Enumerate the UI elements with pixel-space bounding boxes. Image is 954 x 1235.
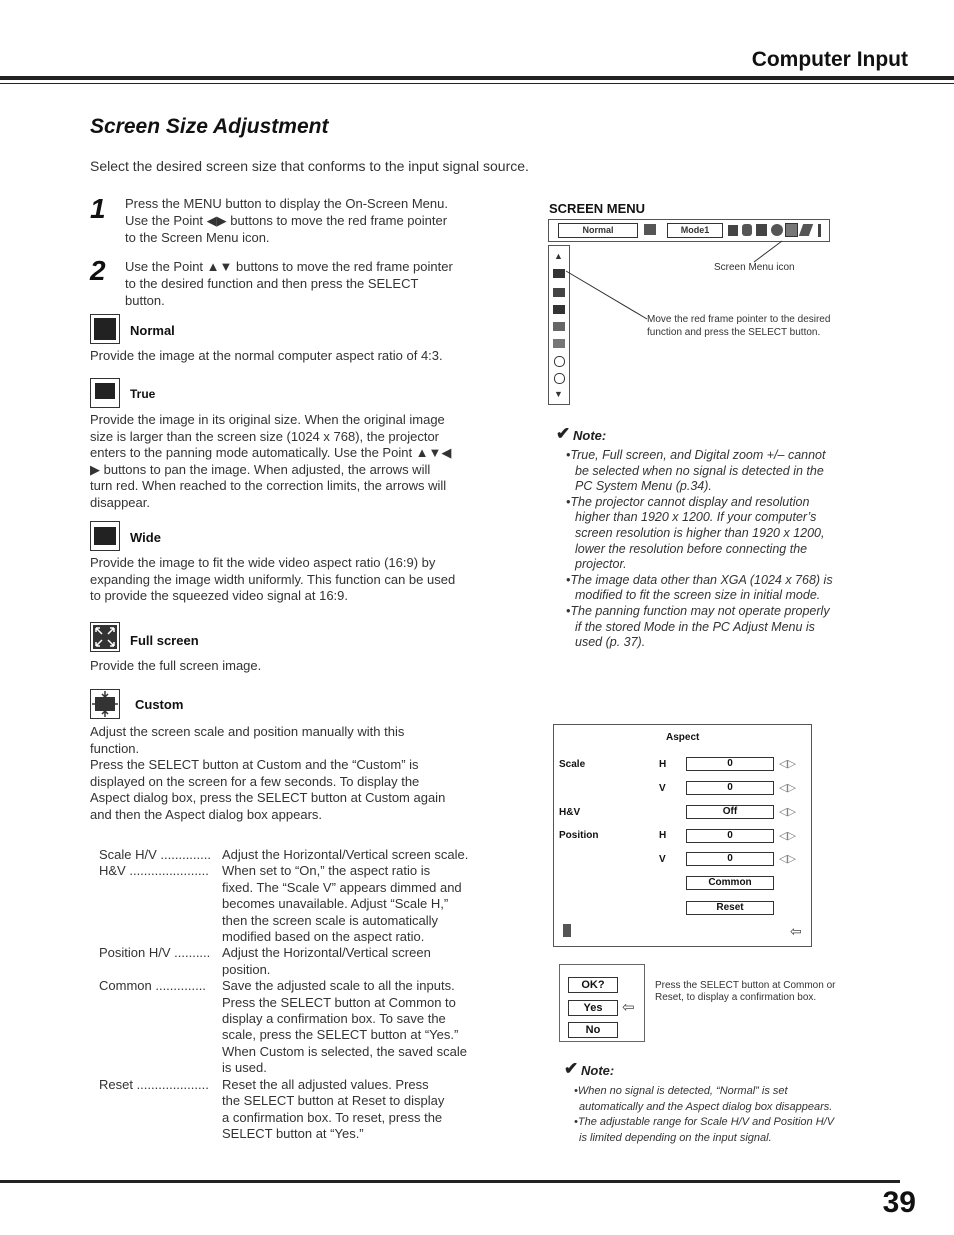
step-1-text [125, 195, 448, 246]
table-row [99, 945, 499, 978]
checkmark-icon: ✔ [564, 1059, 579, 1078]
desc-line: Reset the all adjusted values. Press [222, 1076, 429, 1092]
caption-line: Reset, to display a confirmation box. [655, 992, 817, 1003]
table-row [99, 978, 499, 1076]
note-line: •The projector cannot display and resolution [566, 494, 810, 509]
zoom-in-icon[interactable] [554, 356, 565, 367]
desc-line: SELECT button at “Yes.” [222, 1125, 364, 1141]
row-label-position: Position [559, 830, 599, 841]
exit-icon[interactable] [563, 924, 571, 937]
footer-rule [0, 1180, 900, 1183]
menu-field-mode: Mode1 [667, 223, 723, 238]
custom-options-table [99, 847, 499, 1142]
row-sub-scale-v: V [659, 783, 666, 794]
wide-icon [90, 521, 120, 551]
scale-v-field[interactable]: 0 [686, 781, 774, 795]
desc-line: to provide the squeezed video signal at 16:9. [90, 588, 349, 603]
table-term: Position H/V .......... [99, 945, 211, 961]
section-title: Computer Input [751, 48, 908, 71]
step-line: to the Screen Menu icon. [125, 230, 270, 245]
row-sub-scale-h: H [659, 759, 667, 770]
item-label-wide: Wide [130, 530, 161, 545]
true-icon [90, 378, 120, 408]
desc-line: position. [222, 961, 271, 977]
step-line: Use the Point ▲▼ buttons to move the red frame pointer [125, 259, 453, 274]
desc-line: Adjust the screen scale and position manually with this [90, 724, 405, 739]
note-line: be selected when no signal is detected in the [575, 463, 824, 478]
table-term: Reset .................... [99, 1076, 209, 1092]
note-line: automatically and the Aspect dialog box disappears. [579, 1100, 833, 1113]
note-line: •The panning function may not operate properly [566, 603, 830, 618]
desc-line: turn red. When reached to the correction limits, the arrows will [90, 478, 447, 493]
callout-line: Move the red frame pointer to the desired [647, 314, 831, 325]
scroll-down-icon[interactable]: ▼ [554, 389, 563, 399]
item-label-full-screen: Full screen [130, 633, 199, 648]
desc-line: scale, press the SELECT button at “Yes.” [222, 1027, 459, 1043]
page-title: Screen Size Adjustment [90, 115, 329, 138]
adjust-arrows-icon[interactable]: ◁▷ [779, 758, 796, 770]
back-arrow-icon[interactable]: ⇦ [790, 923, 802, 939]
item-desc-custom [90, 724, 445, 823]
menu-icon [818, 224, 821, 237]
hv-field[interactable]: Off [686, 805, 774, 819]
desc-line: disappear. [90, 494, 150, 510]
adjust-arrows-icon[interactable]: ◁▷ [779, 830, 796, 842]
note-line: is limited depending on the input signal. [579, 1131, 772, 1144]
note-line: projector. [575, 557, 627, 572]
scroll-up-icon[interactable]: ▲ [554, 251, 563, 261]
confirm-caption [655, 980, 835, 1004]
menu-field-normal: Normal [558, 223, 638, 238]
desc-line: display a confirmation box. To save the [222, 1011, 446, 1027]
row-sub-position-v: V [659, 854, 666, 865]
desc-line: enters to the panning mode automatically. Use the Point ▲▼◀ [90, 445, 452, 460]
step-line: Press the MENU button to display the On-Screen Menu. [125, 196, 448, 211]
note-line: lower the resolution before connecting the [575, 541, 808, 556]
desc-line: Provide the image to fit the wide video aspect ratio (16:9) by [90, 555, 436, 570]
note2-heading: Note: [581, 1063, 615, 1078]
desc-line: the SELECT button at Reset to display [222, 1093, 445, 1109]
table-term: Scale H/V .............. [99, 847, 211, 862]
row-label-scale: Scale [559, 759, 586, 770]
common-button[interactable]: Common [686, 876, 774, 890]
intro-text: Select the desired screen size that conforms to the input signal source. [90, 158, 529, 174]
note-line: modified to fit the screen size in initial mode. [575, 588, 821, 603]
desc-line: then the screen scale is automatically [222, 912, 439, 928]
note-line: if the stored Mode in the PC Adjust Menu is [575, 619, 815, 634]
desc-line: Save the adjusted scale to all the inputs. [222, 978, 455, 994]
note-line: •The image data other than XGA (1024 x 768) is [566, 572, 833, 587]
note1-heading: Note: [573, 428, 607, 443]
note-line: •The adjustable range for Scale H/V and Position H/V [574, 1116, 835, 1128]
table-desc [222, 1077, 444, 1143]
step-line: button. [125, 293, 165, 308]
custom-small-icon[interactable] [553, 339, 565, 348]
desc-line: and then the Aspect dialog box appears. [90, 806, 323, 822]
desc-line: Adjust the Horizontal/Vertical screen scale. [222, 847, 469, 862]
desc-line: When Custom is selected, the saved scale [222, 1043, 467, 1059]
step-line: Use the Point ◀▶ buttons to move the red frame pointer [125, 213, 448, 228]
desc-line: Provide the image at the normal computer aspect ratio of 4:3. [90, 348, 443, 363]
no-button[interactable]: No [568, 1022, 618, 1038]
position-v-field[interactable]: 0 [686, 852, 774, 866]
normal-icon [90, 314, 120, 344]
position-h-field[interactable]: 0 [686, 829, 774, 843]
step-2-text [125, 258, 453, 309]
aspect-dialog [553, 724, 812, 947]
table-term: H&V ...................... [99, 863, 209, 879]
table-row [99, 863, 499, 945]
header-rule [0, 76, 954, 80]
scale-h-field[interactable]: 0 [686, 757, 774, 771]
table-row [99, 847, 499, 863]
desc-line: becomes unavailable. Adjust “Scale H,” [222, 896, 449, 912]
desc-line: a confirmation box. To reset, press the [222, 1109, 443, 1125]
callout-pointer [647, 313, 830, 339]
step-number-2: 2 [90, 255, 106, 286]
row-label-hv: H&V [559, 807, 581, 818]
menu-icon [799, 224, 813, 236]
custom-icon [90, 689, 120, 719]
page-number: 39 [882, 1186, 916, 1219]
note1-body [566, 448, 866, 651]
item-label-true: True [130, 387, 156, 401]
desc-line: Aspect dialog box, press the SELECT button at Custom again [90, 790, 446, 805]
desc-line: Press the SELECT button at Common to [222, 994, 456, 1010]
desc-line: fixed. The “Scale V” appears dimmed and [222, 879, 462, 895]
adjust-arrows-icon[interactable]: ◁▷ [779, 806, 796, 818]
yes-button[interactable]: Yes [568, 1000, 618, 1016]
full-screen-icon [90, 622, 120, 652]
desc-line: Provide the full screen image. [90, 658, 262, 673]
menu-icon [644, 224, 656, 235]
note2-body [574, 1084, 874, 1146]
confirmation-box [559, 964, 645, 1042]
caption-line: Press the SELECT button at Common or [655, 980, 836, 991]
header-rule-thin [0, 83, 954, 84]
item-desc-full-screen [90, 658, 261, 675]
note-line: •True, Full screen, and Digital zoom +/– cannot [566, 448, 826, 462]
table-desc [222, 847, 468, 863]
ok-label: OK? [568, 977, 618, 993]
table-term: Common .............. [99, 978, 206, 994]
desc-line: size is larger than the screen size (1024 x 768), the projector [90, 428, 440, 444]
item-desc-wide [90, 555, 455, 605]
note-line: •When no signal is detected, “Normal” is set [574, 1085, 788, 1097]
pointer-arrow-icon: ⇦ [622, 999, 635, 1016]
screen-menu-heading: SCREEN MENU [549, 201, 646, 216]
step-line: to the desired function and then press the SELECT [125, 276, 419, 291]
aspect-dialog-title: Aspect [666, 732, 700, 743]
desc-line: function. [90, 740, 140, 756]
adjust-arrows-icon[interactable]: ◁▷ [779, 782, 796, 794]
zoom-out-icon[interactable] [554, 373, 565, 384]
reset-button[interactable]: Reset [686, 901, 774, 915]
desc-line: displayed on the screen for a few seconds. To display the [90, 773, 420, 789]
desc-line: is used. [222, 1060, 267, 1076]
item-label-custom: Custom [135, 697, 184, 712]
desc-line: modified based on the aspect ratio. [222, 929, 425, 945]
note-line: screen resolution is higher than 1920 x 1200, [575, 525, 825, 540]
item-label-normal: Normal [130, 323, 175, 338]
item-desc-true [90, 412, 451, 511]
step-number-1: 1 [90, 193, 106, 224]
table-desc [222, 945, 431, 978]
adjust-arrows-icon[interactable]: ◁▷ [779, 853, 796, 865]
note-line: PC System Menu (p.34). [575, 479, 712, 494]
note-line: higher than 1920 x 1200. If your computer’s [575, 510, 817, 525]
desc-line: Adjust the Horizontal/Vertical screen [222, 945, 431, 961]
callout-screen-menu-icon: Screen Menu icon [714, 262, 795, 273]
desc-line: expanding the image width uniformly. This function can be used [90, 571, 456, 587]
desc-line: Press the SELECT button at Custom and the “Custom” is [90, 757, 419, 772]
desc-line: Provide the image in its original size. When the original image [90, 412, 445, 427]
row-sub-position-h: H [659, 830, 667, 841]
callout-line: function and press the SELECT button. [647, 327, 821, 338]
table-desc [222, 978, 467, 1076]
checkmark-icon: ✔ [556, 424, 571, 443]
note-line: used (p. 37). [575, 635, 646, 650]
table-desc [222, 863, 462, 945]
desc-line: ▶ buttons to pan the image. When adjusted, the arrows will [90, 461, 431, 477]
desc-line: When set to “On,” the aspect ratio is [222, 863, 431, 879]
callout-lines [560, 235, 800, 325]
item-desc-normal [90, 348, 443, 365]
table-row [99, 1077, 499, 1143]
